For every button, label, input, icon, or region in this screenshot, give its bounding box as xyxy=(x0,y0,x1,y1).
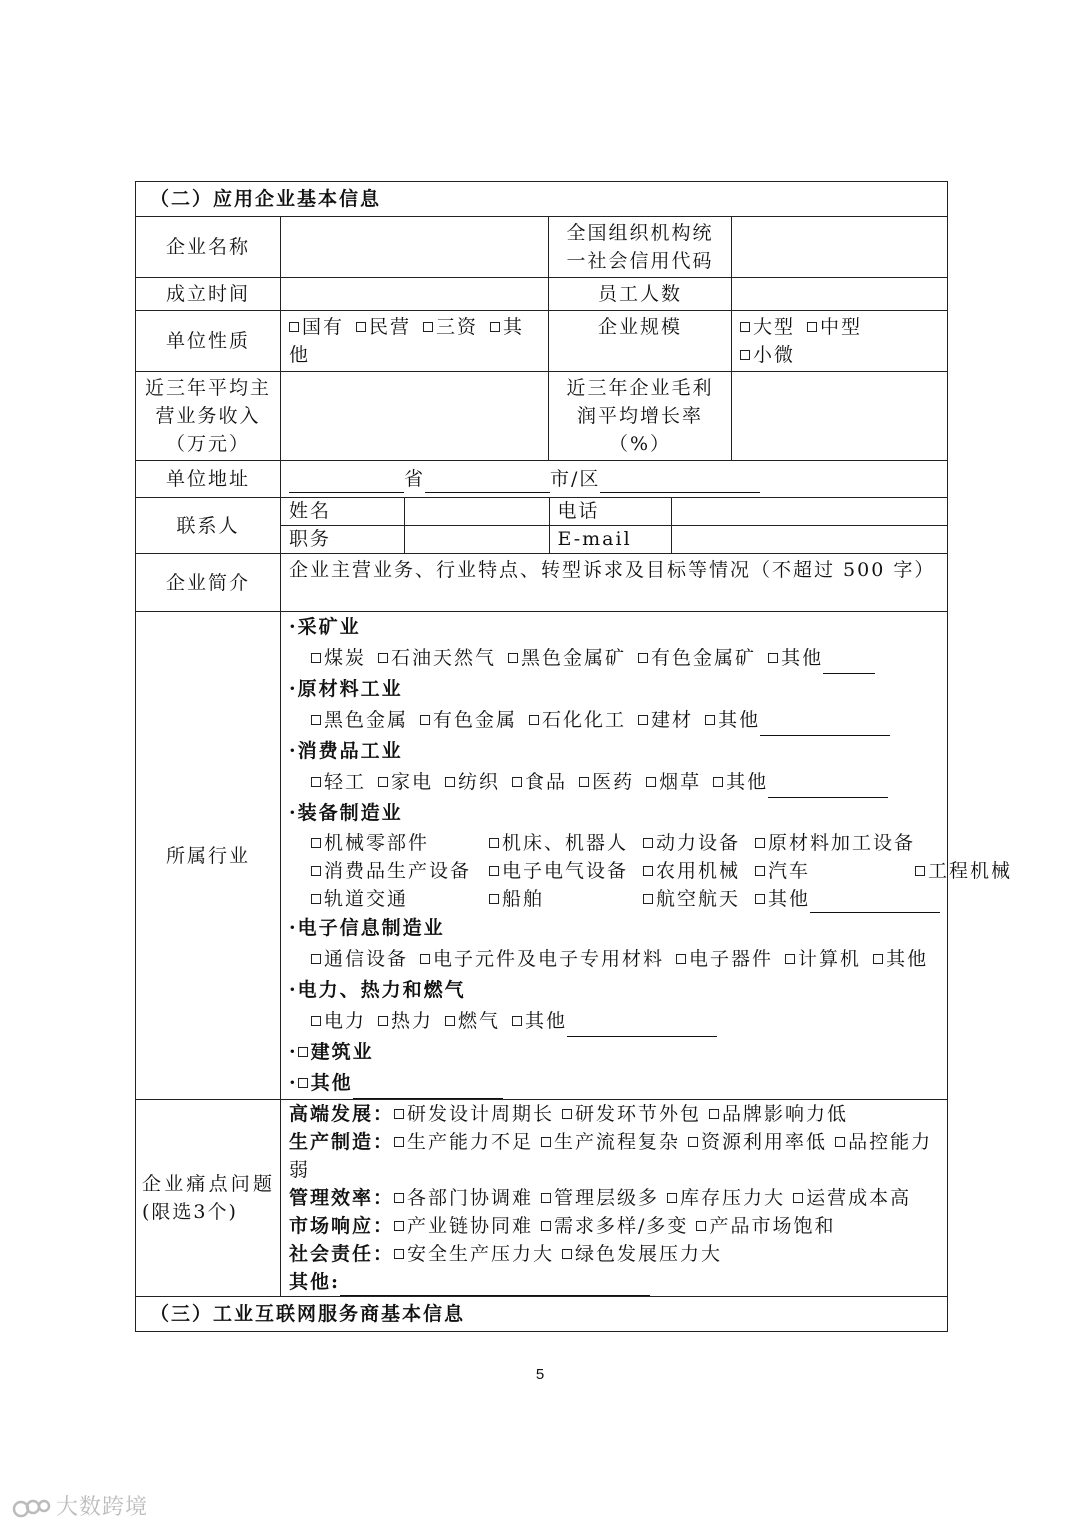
checkbox-icon[interactable] xyxy=(420,954,430,964)
pain-other-label: 其他: xyxy=(289,1271,341,1293)
pain-option[interactable] xyxy=(541,1215,688,1237)
option-label: 库存压力大 xyxy=(680,1187,786,1209)
checkbox-icon[interactable] xyxy=(356,322,366,332)
equipment-row2 xyxy=(311,857,1013,885)
equipment-row3 xyxy=(311,885,939,913)
pain-option[interactable] xyxy=(394,1243,554,1265)
nature-option-private[interactable] xyxy=(356,316,411,338)
profile-label: 企业简介 xyxy=(136,554,281,612)
option-label: 动力设备 xyxy=(656,832,741,854)
option-label: 绿色发展压力大 xyxy=(575,1243,723,1265)
consumer-option[interactable] xyxy=(378,771,433,793)
checkbox-icon[interactable] xyxy=(638,715,648,725)
consumer-option[interactable] xyxy=(713,771,888,793)
scale-option-medium[interactable] xyxy=(807,316,862,338)
checkbox-icon[interactable] xyxy=(807,322,817,332)
checkbox-icon[interactable] xyxy=(755,838,765,848)
option-label: 轻工 xyxy=(324,771,367,793)
checkbox-icon[interactable] xyxy=(490,322,500,332)
checkbox-icon[interactable] xyxy=(394,1137,404,1147)
option-label: 消费品生产设备 xyxy=(324,860,472,882)
option-label: 产品市场饱和 xyxy=(709,1215,836,1237)
revenue-label: 近三年平均主营业务收入（万元） xyxy=(136,372,281,461)
industry-mining-options xyxy=(289,643,939,674)
profit-growth-label: 近三年企业毛利润平均增长率（%） xyxy=(549,372,732,461)
equipment-option[interactable] xyxy=(489,829,643,857)
industry-equipment-options xyxy=(289,829,1013,913)
option-label: 品牌影响力低 xyxy=(722,1103,849,1125)
industry-power-options xyxy=(289,1006,939,1037)
section2-title: （二）应用企业基本信息 xyxy=(136,182,948,217)
checkbox-icon[interactable] xyxy=(298,1047,308,1057)
checkbox-icon[interactable] xyxy=(394,1249,404,1259)
industry-mining-title: ·采矿业 xyxy=(289,616,361,638)
option-label: 燃气 xyxy=(458,1010,501,1032)
checkbox-icon[interactable] xyxy=(705,715,715,725)
option-label: 其他 xyxy=(310,1072,353,1094)
raw-option[interactable] xyxy=(311,709,408,731)
option-label: 电子器件 xyxy=(689,948,774,970)
pain-points-options xyxy=(281,1100,948,1297)
mining-option[interactable] xyxy=(768,647,875,669)
mining-option[interactable] xyxy=(638,647,756,669)
option-label: 品控能力弱 xyxy=(289,1131,933,1181)
nature-option-state[interactable] xyxy=(289,316,344,338)
option-label: 资源利用率低 xyxy=(701,1131,828,1153)
option-label: 机械零部件 xyxy=(324,832,430,854)
checkbox-icon[interactable] xyxy=(378,777,388,787)
checkbox-icon[interactable] xyxy=(740,322,750,332)
option-label: 产业链协同难 xyxy=(407,1215,534,1237)
option-label: 石化化工 xyxy=(542,709,627,731)
checkbox-icon[interactable] xyxy=(768,653,778,663)
option-label: 研发环节外包 xyxy=(575,1103,702,1125)
electronics-option[interactable] xyxy=(311,948,408,970)
option-label: 机床、机器人 xyxy=(502,832,629,854)
industry-electronics-options xyxy=(289,944,939,975)
checkbox-icon[interactable] xyxy=(394,1221,404,1231)
raw-option[interactable] xyxy=(705,709,890,731)
checkbox-icon[interactable] xyxy=(873,954,883,964)
pain-option[interactable] xyxy=(394,1103,554,1125)
option-label: 国有 xyxy=(302,316,345,338)
mining-option[interactable] xyxy=(378,647,496,669)
option-label: 计算机 xyxy=(798,948,862,970)
pain-other-blank[interactable] xyxy=(340,1275,650,1296)
option-label: 家电 xyxy=(391,771,434,793)
industry-electronics-title: ·电子信息制造业 xyxy=(289,917,445,939)
district-blank[interactable] xyxy=(600,472,760,493)
equipment-option[interactable] xyxy=(755,857,915,885)
profile-hint: 企业主营业务、行业特点、转型诉求及目标等情况（不超过 500 字） xyxy=(289,559,936,581)
employees-label: 员工人数 xyxy=(549,278,732,311)
credit-code-field[interactable] xyxy=(732,217,948,278)
option-label: 生产流程复杂 xyxy=(554,1131,681,1153)
checkbox-icon[interactable] xyxy=(643,894,653,904)
company-name-label: 企业名称 xyxy=(136,217,281,278)
equipment-option[interactable] xyxy=(311,885,489,913)
checkbox-icon[interactable] xyxy=(512,1016,522,1026)
other-blank[interactable] xyxy=(760,715,890,736)
pain-option[interactable] xyxy=(793,1187,911,1209)
option-label: 需求多样/多变 xyxy=(554,1215,689,1237)
contact-email-label: E-mail xyxy=(549,526,671,554)
checkbox-icon[interactable] xyxy=(688,1137,698,1147)
contact-title-field[interactable] xyxy=(404,526,549,554)
option-label: 大型 xyxy=(753,316,796,338)
equipment-option[interactable] xyxy=(311,857,489,885)
option-label: 原材料加工设备 xyxy=(768,832,916,854)
option-label: 黑色金属矿 xyxy=(521,647,627,669)
watermark-text: 大数跨境 xyxy=(56,1494,149,1519)
consumer-option[interactable] xyxy=(646,771,701,793)
established-field[interactable] xyxy=(281,278,549,311)
pain-option[interactable] xyxy=(667,1187,785,1209)
electronics-option[interactable] xyxy=(785,948,861,970)
checkbox-icon[interactable] xyxy=(489,838,499,848)
employees-field[interactable] xyxy=(732,278,948,311)
checkbox-icon[interactable] xyxy=(445,1016,455,1026)
page-number: 5 xyxy=(535,1366,545,1383)
option-label: 煤炭 xyxy=(324,647,367,669)
electronics-option[interactable] xyxy=(873,948,928,970)
checkbox-icon[interactable] xyxy=(298,1078,308,1088)
checkbox-icon[interactable] xyxy=(311,838,321,848)
equipment-option[interactable] xyxy=(643,885,755,913)
other-blank[interactable] xyxy=(823,653,875,674)
pain-option[interactable] xyxy=(394,1131,533,1153)
equipment-option[interactable] xyxy=(311,829,489,857)
other-blank[interactable] xyxy=(768,777,888,798)
option-label: 民营 xyxy=(369,316,412,338)
option-label: 纺织 xyxy=(458,771,501,793)
option-label: 通信设备 xyxy=(324,948,409,970)
established-label: 成立时间 xyxy=(136,278,281,311)
checkbox-icon[interactable] xyxy=(508,653,518,663)
option-label: 管理层级多 xyxy=(554,1187,660,1209)
option-label: 各部门协调难 xyxy=(407,1187,534,1209)
checkbox-icon[interactable] xyxy=(562,1249,572,1259)
checkbox-icon[interactable] xyxy=(696,1221,706,1231)
industry-raw-title: ·原材料工业 xyxy=(289,678,403,700)
power-option[interactable] xyxy=(445,1010,500,1032)
address-field[interactable] xyxy=(281,461,948,498)
contact-title-label: 职务 xyxy=(281,526,404,554)
contact-phone-field[interactable] xyxy=(671,498,947,526)
checkbox-icon[interactable] xyxy=(541,1137,551,1147)
option-label: 安全生产压力大 xyxy=(407,1243,555,1265)
scale-options xyxy=(732,311,948,372)
raw-option[interactable] xyxy=(420,709,517,731)
pain-option[interactable] xyxy=(394,1215,533,1237)
checkbox-icon[interactable] xyxy=(638,653,648,663)
unit-nature-label: 单位性质 xyxy=(136,311,281,372)
checkbox-icon[interactable] xyxy=(562,1109,572,1119)
equipment-option[interactable] xyxy=(643,829,755,857)
option-label: 其他 xyxy=(289,316,525,366)
checkbox-icon[interactable] xyxy=(709,1109,719,1119)
equipment-option[interactable] xyxy=(755,885,940,913)
pain-option[interactable] xyxy=(688,1131,827,1153)
industry-raw-options xyxy=(289,705,939,736)
checkbox-icon[interactable] xyxy=(445,777,455,787)
other-blank[interactable] xyxy=(810,892,940,913)
contact-grid xyxy=(281,498,948,554)
contact-label: 联系人 xyxy=(136,498,281,554)
option-label: 三资 xyxy=(436,316,479,338)
city-label: 市/区 xyxy=(550,468,601,490)
mining-option[interactable] xyxy=(508,647,626,669)
industry-consumer-title: ·消费品工业 xyxy=(289,740,403,762)
equipment-row1 xyxy=(311,829,939,857)
industry-other[interactable]: · 其他 xyxy=(289,1068,939,1099)
checkbox-icon[interactable] xyxy=(676,954,686,964)
checkbox-icon[interactable] xyxy=(394,1109,404,1119)
option-label: 农用机械 xyxy=(656,860,741,882)
pain-option[interactable] xyxy=(541,1131,680,1153)
option-label: 其他 xyxy=(726,771,769,793)
checkbox-icon[interactable] xyxy=(667,1193,677,1203)
power-option[interactable] xyxy=(378,1010,433,1032)
contact-name-field[interactable] xyxy=(404,498,549,526)
unit-nature-options xyxy=(281,311,549,372)
industry-other-blank[interactable] xyxy=(353,1078,503,1099)
checkbox-icon[interactable] xyxy=(793,1193,803,1203)
profile-field[interactable] xyxy=(281,554,948,612)
consumer-option[interactable] xyxy=(579,771,634,793)
checkbox-icon[interactable] xyxy=(643,838,653,848)
checkbox-icon[interactable] xyxy=(785,954,795,964)
scale-option-small[interactable] xyxy=(740,344,795,366)
watermark xyxy=(12,1490,148,1521)
checkbox-icon[interactable] xyxy=(646,777,656,787)
industry-construction[interactable]: · 建筑业 xyxy=(289,1041,374,1063)
checkbox-icon[interactable] xyxy=(289,322,299,332)
consumer-option[interactable] xyxy=(445,771,500,793)
option-label: 热力 xyxy=(391,1010,434,1032)
pain-option[interactable] xyxy=(394,1187,533,1209)
option-label: 石油天然气 xyxy=(391,647,497,669)
checkbox-icon[interactable] xyxy=(512,777,522,787)
option-label: 其他 xyxy=(768,888,811,910)
option-label: 航空航天 xyxy=(656,888,741,910)
option-label: 汽车 xyxy=(768,860,811,882)
equipment-option[interactable] xyxy=(643,857,755,885)
pain-option[interactable] xyxy=(562,1243,722,1265)
option-label: 其他 xyxy=(781,647,824,669)
pain-row-social xyxy=(289,1240,939,1268)
option-label: 电力 xyxy=(324,1010,367,1032)
equipment-option[interactable] xyxy=(489,857,643,885)
electronics-option[interactable] xyxy=(676,948,773,970)
section3-title: （三）工业互联网服务商基本信息 xyxy=(136,1297,948,1332)
pain-row-management xyxy=(289,1184,939,1212)
checkbox-icon[interactable] xyxy=(311,777,321,787)
checkbox-icon[interactable] xyxy=(740,350,750,360)
power-option[interactable] xyxy=(311,1010,366,1032)
checkbox-icon[interactable] xyxy=(311,954,321,964)
pain-option[interactable] xyxy=(541,1187,659,1209)
pain-category-label: 管理效率： xyxy=(289,1187,395,1209)
equipment-option[interactable] xyxy=(915,857,1015,885)
option-label: 医药 xyxy=(592,771,635,793)
option-label: 研发设计周期长 xyxy=(407,1103,555,1125)
equipment-option[interactable] xyxy=(489,885,643,913)
pain-row-production xyxy=(289,1128,939,1184)
pain-category-label: 生产制造： xyxy=(289,1131,395,1153)
option-label: 食品 xyxy=(525,771,568,793)
checkbox-icon[interactable] xyxy=(311,715,321,725)
profit-growth-field[interactable] xyxy=(732,372,948,461)
option-label: 工程机械 xyxy=(928,860,1013,882)
industry-label: 所属行业 xyxy=(136,612,281,1100)
checkbox-icon[interactable] xyxy=(579,777,589,787)
watermark-logo-icon xyxy=(12,1497,52,1519)
pain-option[interactable] xyxy=(562,1103,701,1125)
option-label: 其他 xyxy=(525,1010,568,1032)
pain-category-label: 市场响应： xyxy=(289,1215,395,1237)
option-label: 其他 xyxy=(886,948,929,970)
revenue-field[interactable] xyxy=(281,372,549,461)
pain-points-label: 企业痛点问题(限选3个) xyxy=(136,1100,281,1297)
pain-option[interactable] xyxy=(696,1215,835,1237)
checkbox-icon[interactable] xyxy=(311,866,321,876)
option-label: 有色金属 xyxy=(433,709,518,731)
province-label: 省 xyxy=(404,468,426,490)
scale-option-large[interactable] xyxy=(740,316,795,338)
contact-phone-label: 电话 xyxy=(549,498,671,526)
checkbox-icon[interactable] xyxy=(420,715,430,725)
consumer-option[interactable] xyxy=(311,771,366,793)
checkbox-icon[interactable] xyxy=(643,866,653,876)
pain-option[interactable] xyxy=(709,1103,848,1125)
option-label: 烟草 xyxy=(659,771,702,793)
enterprise-info-form xyxy=(135,181,1013,1332)
industry-options xyxy=(281,612,1013,1100)
option-label: 黑色金属 xyxy=(324,709,409,731)
raw-option[interactable] xyxy=(638,709,693,731)
raw-option[interactable] xyxy=(529,709,626,731)
mining-option[interactable] xyxy=(311,647,366,669)
checkbox-icon[interactable] xyxy=(378,653,388,663)
contact-name-label: 姓名 xyxy=(281,498,404,526)
province-blank[interactable] xyxy=(289,472,404,493)
scale-label: 企业规模 xyxy=(549,311,732,372)
option-label: 中型 xyxy=(820,316,863,338)
checkbox-icon[interactable] xyxy=(489,866,499,876)
option-label: 船舶 xyxy=(502,888,545,910)
checkbox-icon[interactable] xyxy=(713,777,723,787)
electronics-option[interactable] xyxy=(420,948,664,970)
checkbox-icon[interactable] xyxy=(835,1137,845,1147)
credit-code-label: 全国组织机构统一社会信用代码 xyxy=(549,217,732,278)
nature-option-foreign[interactable] xyxy=(423,316,478,338)
option-label: 建材 xyxy=(651,709,694,731)
pain-row-high_end xyxy=(289,1100,939,1128)
checkbox-icon[interactable] xyxy=(311,653,321,663)
power-option[interactable] xyxy=(512,1010,717,1032)
pain-category-label: 高端发展： xyxy=(289,1103,395,1125)
checkbox-icon[interactable] xyxy=(378,1016,388,1026)
contact-email-field[interactable] xyxy=(671,526,947,554)
pain-row-market xyxy=(289,1212,939,1240)
checkbox-icon[interactable] xyxy=(755,894,765,904)
checkbox-icon[interactable] xyxy=(915,866,925,876)
equipment-option[interactable] xyxy=(755,829,915,857)
checkbox-icon[interactable] xyxy=(755,866,765,876)
checkbox-icon[interactable] xyxy=(311,894,321,904)
checkbox-icon[interactable] xyxy=(311,1016,321,1026)
industry-equipment-title: ·装备制造业 xyxy=(289,802,403,824)
option-label: 其他 xyxy=(718,709,761,731)
checkbox-icon[interactable] xyxy=(541,1193,551,1203)
industry-power-title: ·电力、热力和燃气 xyxy=(289,979,466,1001)
industry-consumer-options xyxy=(289,767,939,798)
other-blank[interactable] xyxy=(567,1016,717,1037)
option-label: 生产能力不足 xyxy=(407,1131,534,1153)
option-label: 电子电气设备 xyxy=(502,860,629,882)
city-blank[interactable] xyxy=(425,472,550,493)
pain-category-label: 社会责任： xyxy=(289,1243,395,1265)
checkbox-icon[interactable] xyxy=(423,322,433,332)
address-label: 单位地址 xyxy=(136,461,281,498)
option-label: 小微 xyxy=(753,344,796,366)
pain-row-other xyxy=(289,1268,939,1296)
consumer-option[interactable] xyxy=(512,771,567,793)
checkbox-icon[interactable] xyxy=(529,715,539,725)
option-label: 运营成本高 xyxy=(806,1187,912,1209)
company-name-field[interactable] xyxy=(281,217,549,278)
option-label: 有色金属矿 xyxy=(651,647,757,669)
checkbox-icon[interactable] xyxy=(541,1221,551,1231)
checkbox-icon[interactable] xyxy=(489,894,499,904)
checkbox-icon[interactable] xyxy=(394,1193,404,1203)
option-label: 轨道交通 xyxy=(324,888,409,910)
option-label: 建筑业 xyxy=(310,1041,374,1063)
option-label: 电子元件及电子专用材料 xyxy=(433,948,665,970)
